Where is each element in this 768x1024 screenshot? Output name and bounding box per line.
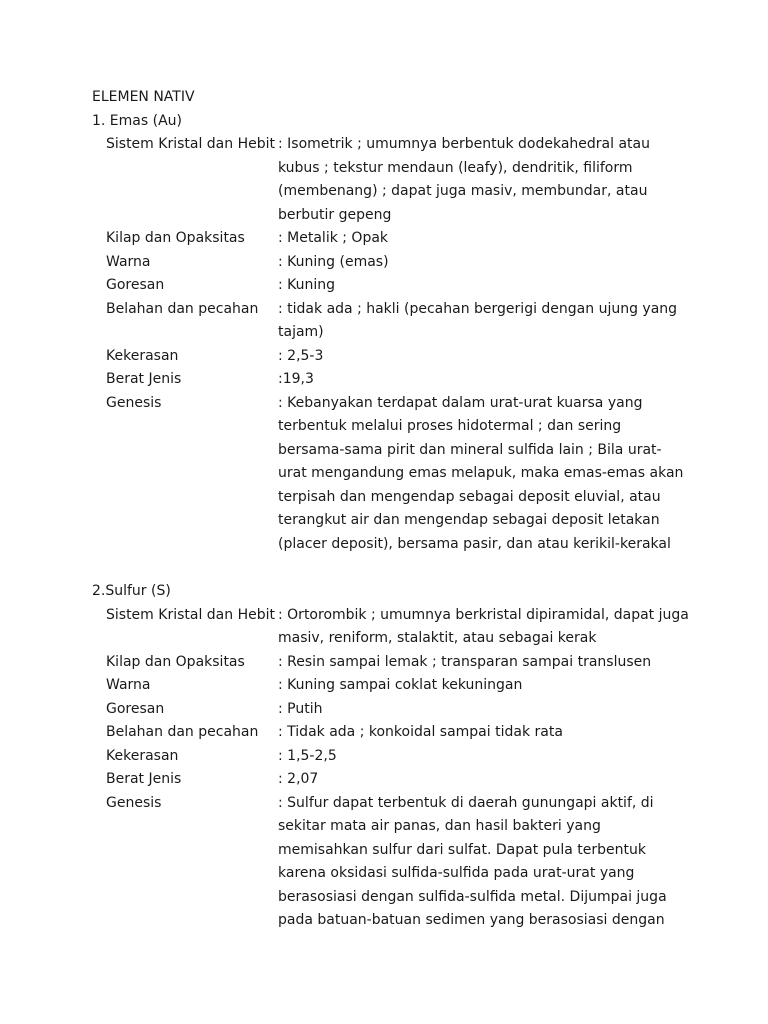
property-value-line: :19,3 [278,371,314,387]
property-value-line: : Metalik ; Opak [278,230,389,246]
property-value [278,251,678,275]
property-value [278,298,678,345]
property-row [0,651,768,675]
property-value-line: terbentuk melalui proses hidotermal ; dan sering [278,418,622,434]
property-label: Genesis [106,394,162,411]
property-value-line: : Isometrik ; umumnya berbentuk dodekahedral atau [278,136,650,152]
property-label: Berat Jenis [106,771,182,787]
property-row [0,274,768,298]
property-row [0,227,768,251]
property-value [278,345,678,369]
property-value [278,392,684,557]
property-value-line: sekitar mata air panas, dan hasil bakteri yang [278,818,601,834]
property-value-line: karena oksidasi sulfida-sulfida pada urat-urat yang [278,865,635,881]
property-value-line: : 2,07 [278,771,319,787]
property-label: Belahan dan pecahan [106,300,259,317]
property-value [278,227,678,251]
property-row [0,298,768,345]
property-label: Kekerasan [106,347,179,364]
property-value-line: memisahkan sulfur dari sulfat. Dapat pula terbentuk [278,841,647,858]
property-row [0,698,768,722]
property-label: Berat Jenis [106,371,182,387]
document-title: ELEMEN NATIV [92,89,195,105]
section-heading: 2.Sulfur (S) [92,583,171,599]
property-row [0,674,768,698]
property-value-line: : Kuning (emas) [278,253,389,270]
property-value-line: : tidak ada ; hakli (pecahan bergerigi dengan ujung yang [278,300,678,317]
property-value-line: urat mengandung emas melapuk, maka emas-emas akan [278,465,684,481]
property-row [0,745,768,769]
property-value-line: terpisah dan mengendap sebagai deposit eluvial, atau [278,488,661,505]
property-value-line: : Kebanyakan terdapat dalam urat-urat kuarsa yang [278,394,643,411]
property-value-line: masiv, reniform, stalaktit, atau sebagai kerak [278,630,597,646]
property-label: Sistem Kristal dan Hebit [106,136,275,152]
property-label: Goresan [106,277,165,293]
section-heading: 1. Emas (Au) [92,112,182,129]
property-value-line: : Kuning sampai coklat kekuningan [278,677,523,693]
property-value-line: kubus ; tekstur mendaun (leafy), dendritik, filiform [278,159,633,176]
property-value-line: : Ortorombik ; umumnya berkristal dipiramidal, dapat juga [278,606,689,623]
property-row [0,133,768,227]
property-list [0,604,768,933]
property-value [278,368,678,392]
property-value [278,274,678,298]
property-row [0,392,768,557]
property-label: Kilap dan Opaksitas [106,653,245,670]
property-label: Goresan [106,700,165,717]
property-value [278,651,678,675]
property-row [0,251,768,275]
property-value-line: : Resin sampai lemak ; transparan sampai translusen [278,653,652,670]
property-value [278,768,678,792]
property-label: Warna [106,677,151,693]
property-value-line: (placer deposit), bersama pasir, dan atau kerikil-kerakal [278,535,671,552]
property-value-line: pada batuan-batuan sedimen yang berasosiasi dengan [278,912,665,928]
property-row [0,792,768,933]
property-row [0,604,768,651]
property-label: Kilap dan Opaksitas [106,230,245,246]
property-value-line: tajam) [278,324,324,340]
property-label: Kekerasan [106,747,179,764]
property-value [278,698,678,722]
property-row [0,368,768,392]
property-value [278,674,678,698]
property-value-line: : Tidak ada ; konkoidal sampai tidak rata [278,724,563,740]
property-label: Genesis [106,794,162,811]
property-row [0,768,768,792]
property-value-line: : Kuning [278,277,336,293]
property-value-line: bersama-sama pirit dan mineral sulfida lain ; Bila urat- [278,441,662,458]
property-value [278,133,678,227]
property-label: Sistem Kristal dan Hebit [106,606,275,623]
property-value-line: : Putih [278,700,323,717]
property-value-line: (membenang) ; dapat juga masiv, membundar, atau [278,183,648,199]
property-value-line: : 2,5-3 [278,347,324,364]
property-value [278,604,689,651]
property-value-line: : Sulfur dapat terbentuk di daerah gunungapi aktif, di [278,794,654,811]
property-value-line: berasosiasi dengan sulfida-sulfida metal. Dijumpai juga [278,888,667,905]
property-value [278,792,678,933]
property-row [0,345,768,369]
property-value-line: : 1,5-2,5 [278,747,337,764]
property-value [278,745,678,769]
property-list [0,133,768,556]
property-value-line: terangkut air dan mengendap sebagai deposit letakan [278,512,660,528]
property-label: Belahan dan pecahan [106,724,259,740]
property-value [278,721,678,745]
property-label: Warna [106,253,151,270]
property-value-line: berbutir gepeng [278,206,392,223]
property-row [0,721,768,745]
